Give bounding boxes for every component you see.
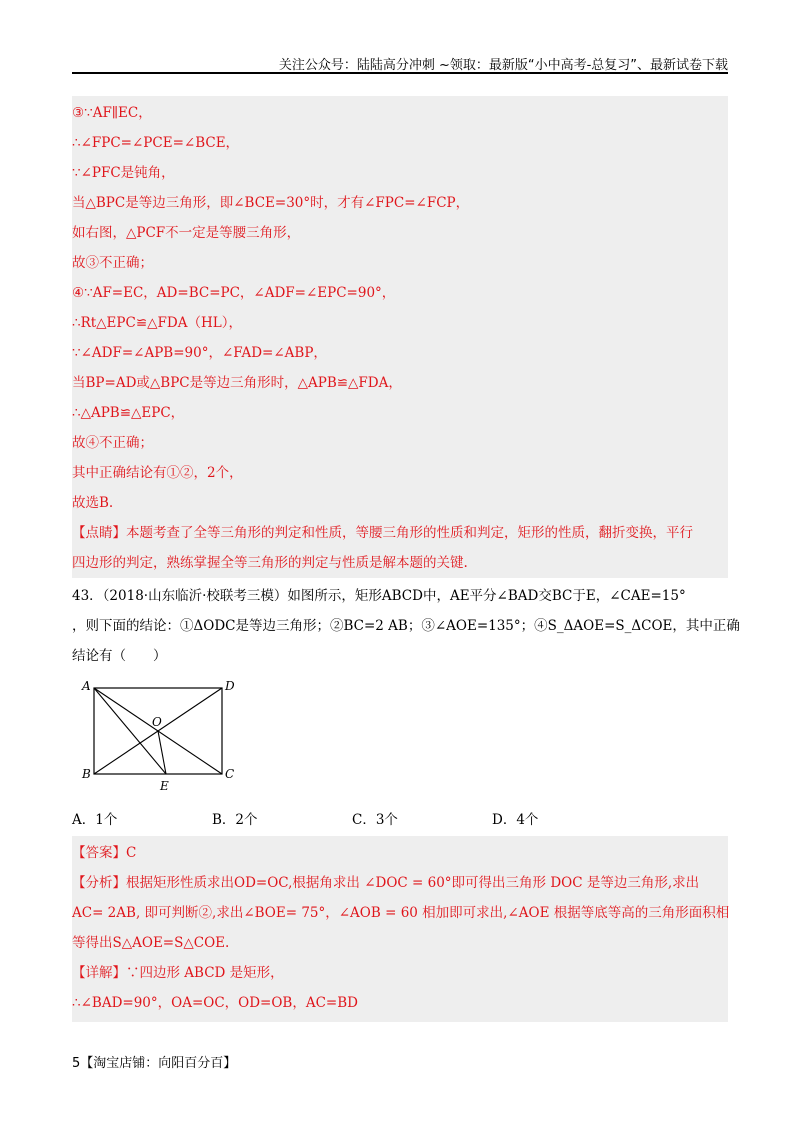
option-b: B．2个	[212, 812, 258, 828]
solution-line: 故④不正确；	[72, 435, 153, 451]
option-d: D．4个	[492, 812, 539, 828]
analysis-line: 【分析】根据矩形性质求出OD=OC,根据角求出 ∠DOC = 60°即可得出三角形 DOC 是等边三角形,求出	[72, 875, 700, 891]
detail-line: ∴∠BAD=90°，OA=OC，OD=OB，AC=BD	[72, 995, 358, 1011]
solution-line: 当BP=AD或△BPC是等边三角形时，△APB≌△FDA，	[72, 375, 402, 391]
question-line: 结论有（ ）	[72, 648, 167, 664]
solution-line: ∵∠ADF=∠APB=90°，∠FAD=∠ABP，	[72, 345, 327, 361]
label-d: D	[225, 679, 235, 693]
rectangle-figure	[78, 676, 248, 796]
solution-line: ③∵AF∥EC，	[72, 105, 152, 121]
analysis-line: AC= 2AB, 即可判断②,求出∠BOE= 75°，∠AOB = 60 相加即可求出,∠AOE 根据等底等高的三角形面积相	[72, 905, 730, 921]
solution-line: ∵∠PFC是钝角，	[72, 165, 175, 181]
label-o: O	[152, 715, 162, 729]
option-c: C．3个	[352, 812, 398, 828]
label-c: C	[225, 767, 235, 781]
solution-line: 故选B.	[72, 495, 114, 511]
solution-line: 其中正确结论有①②，2个，	[72, 465, 243, 481]
header-rule	[72, 72, 728, 74]
comment-line: 四边形的判定，熟练掌握全等三角形的判定与性质是解本题的关键.	[72, 555, 468, 571]
detail-line: 【详解】∵四边形 ABCD 是矩形，	[72, 965, 284, 981]
solution-line: 如右图，△PCF不一定是等腰三角形，	[72, 225, 301, 241]
label-b: B	[82, 767, 91, 781]
solution-line: ∴∠FPC=∠PCE=∠BCE，	[72, 135, 240, 151]
analysis-line: 等得出S△AOE=S△COE.	[72, 935, 230, 951]
page-footer: 5【淘宝店铺：向阳百分百】	[72, 1056, 237, 1071]
question-line: ，则下面的结论：①ΔODC是等边三角形；②BC=2 AB；③∠AOE=135°；④S_ΔAOE=S_ΔCOE，其中正确	[72, 618, 740, 634]
page-header: 关注公众号：陆陆高分冲刺 ~领取：最新版“小中高考-总复习”、最新试卷下载	[278, 58, 728, 73]
solution-line: 故③不正确；	[72, 255, 153, 271]
comment-line: 【点睛】本题考查了全等三角形的判定和性质，等腰三角形的性质和判定，矩形的性质，翻折变换，平行	[72, 525, 693, 541]
solution-line: ④∵AF=EC，AD=BC=PC，∠ADF=∠EPC=90°，	[72, 285, 396, 301]
label-e: E	[160, 779, 169, 793]
segment-oe	[158, 731, 166, 774]
label-a: A	[82, 679, 91, 693]
solution-line: ∴Rt△EPC≌△FDA（HL），	[72, 315, 242, 331]
segment-ae	[94, 688, 166, 774]
answer-line: 【答案】C	[72, 845, 137, 861]
option-a: A．1个	[72, 812, 118, 828]
solution-line: ∴△APB≌△EPC，	[72, 405, 185, 421]
solution-line: 当△BPC是等边三角形，即∠BCE=30°时，才有∠FPC=∠FCP，	[72, 195, 470, 211]
question-line: 43．（2018·山东临沂·校联考三模）如图所示，矩形ABCD中，AE平分∠BAD交BC于E，∠CAE=15°	[72, 588, 686, 604]
